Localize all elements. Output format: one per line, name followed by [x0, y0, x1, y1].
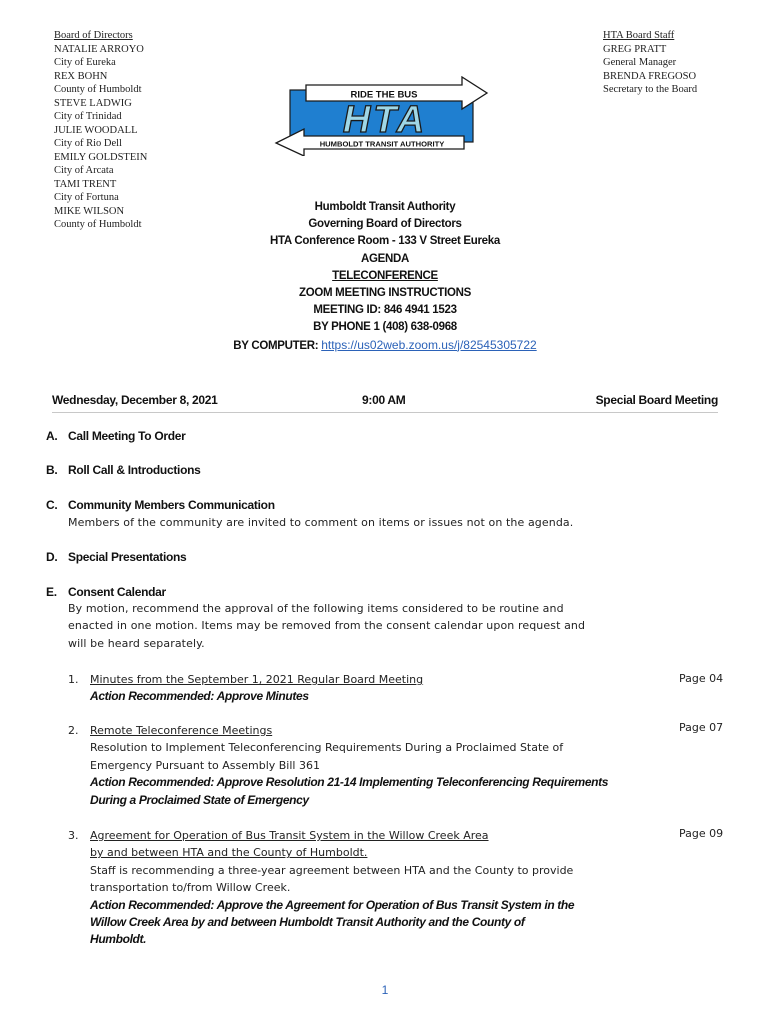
agenda-header	[150, 199, 620, 355]
section-c-body: Members of the community are invited to comment on items or issues not on the agenda.	[68, 516, 574, 529]
item-number: 2.	[68, 724, 79, 737]
section-letter: C.	[46, 498, 58, 512]
board-member-name: REX BOHN	[54, 70, 108, 82]
zoom-instructions-label: ZOOM MEETING INSTRUCTIONS	[298, 287, 472, 300]
item-action: Action Recommended: Approve the Agreement for Operation of Bus Transit System in the	[90, 897, 575, 912]
hta-logo	[272, 76, 490, 156]
item-action: Action Recommended: Approve Resolution 21-14 Implementing Teleconferencing Requirements	[90, 775, 609, 790]
meeting-type: Special Board Meeting	[595, 393, 718, 407]
item-1-page-ref: Page 04	[679, 672, 724, 685]
item-action: Action Recommended: Approve Minutes	[90, 689, 309, 704]
section-c	[46, 498, 275, 512]
section-title: Call Meeting To Order	[68, 429, 186, 443]
board-name: Governing Board of Directors	[308, 218, 462, 231]
item-2-page-ref: Page 07	[679, 721, 724, 734]
item-title: Remote Teleconference Meetings	[90, 724, 273, 737]
item-title: Minutes from the September 1, 2021 Regular Board Meeting	[90, 673, 424, 686]
meeting-location: HTA Conference Room - 133 V Street Eureka	[270, 235, 500, 248]
staff-line: General Manager	[603, 57, 677, 68]
item-description: Resolution to Implement Teleconferencing Requirements During a Proclaimed State of	[90, 741, 564, 755]
org-name: Humboldt Transit Authority	[314, 201, 456, 213]
section-letter: D.	[46, 550, 58, 564]
item-description: transportation to/from Willow Creek.	[90, 881, 291, 895]
board-member-city: County of Humboldt	[54, 219, 142, 230]
section-letter: E.	[46, 585, 57, 599]
meeting-time: 9:00 AM	[362, 393, 406, 407]
teleconference-label: TELECONFERENCE	[332, 269, 438, 282]
board-member-city: County of Humboldt	[54, 84, 142, 95]
consent-item-1	[68, 671, 628, 706]
section-letter: B.	[46, 463, 58, 477]
consent-item-2	[68, 722, 628, 809]
logo-bottom-text: HUMBOLDT TRANSIT AUTHORITY	[319, 139, 445, 149]
board-member-name: JULIE WOODALL	[54, 124, 138, 136]
computer-line	[150, 337, 620, 355]
item-title: by and between HTA and the County of Humboldt.	[90, 846, 368, 860]
section-a	[46, 429, 186, 443]
section-e	[46, 585, 166, 599]
item-description: Emergency Pursuant to Assembly Bill 361	[90, 758, 320, 772]
meeting-date: Wednesday, December 8, 2021	[52, 393, 218, 407]
board-of-directors-list	[54, 29, 147, 232]
board-member-city: City of Eureka	[54, 57, 116, 68]
section-b	[46, 463, 201, 477]
section-title: Roll Call & Introductions	[68, 463, 201, 477]
item-number: 1.	[68, 673, 79, 686]
board-member-city: City of Trinidad	[54, 111, 122, 122]
agenda-title: AGENDA	[360, 252, 410, 265]
body-line: enacted in one motion. Items may be removed from the consent calendar upon request and	[68, 619, 586, 633]
phone-number: BY PHONE 1 (408) 638-0968	[313, 321, 457, 334]
board-member-city: City of Arcata	[54, 165, 114, 176]
item-description: Staff is recommending a three-year agreement between HTA and the County to provide	[90, 863, 574, 877]
item-action: Humboldt.	[90, 932, 147, 947]
board-member-name: NATALIE ARROYO	[54, 43, 144, 55]
item-number: 3.	[68, 829, 79, 842]
consent-item-3	[68, 827, 628, 949]
board-member-name: EMILY GOLDSTEIN	[54, 151, 148, 163]
item-action: During a Proclaimed State of Emergency	[90, 792, 309, 807]
board-staff-list	[603, 29, 697, 97]
board-header: Board of Directors	[54, 30, 133, 41]
staff-line: GREG PRATT	[603, 43, 667, 55]
board-member-city: City of Fortuna	[54, 192, 119, 203]
page-number: 1	[381, 983, 389, 997]
body-line: By motion, recommend the approval of the following items considered to be routine and	[68, 602, 564, 615]
staff-line: BRENDA FREGOSO	[603, 70, 697, 82]
section-e-body	[68, 600, 585, 652]
section-title: Community Members Communication	[68, 498, 275, 512]
logo-main-text: HTA	[342, 99, 428, 141]
logo-top-text: RIDE THE BUS	[350, 89, 418, 101]
computer-label: BY COMPUTER:	[233, 339, 319, 352]
meeting-info-row	[52, 392, 718, 413]
staff-line: Secretary to the Board	[603, 84, 698, 95]
staff-header: HTA Board Staff	[603, 30, 675, 41]
item-title: Agreement for Operation of Bus Transit System in the Willow Creek Area	[90, 829, 489, 842]
section-title: Consent Calendar	[68, 585, 166, 599]
section-title: Special Presentations	[68, 550, 187, 564]
item-3-page-ref: Page 09	[679, 827, 724, 840]
section-letter: A.	[46, 429, 58, 443]
section-d	[46, 550, 186, 564]
meeting-id: MEETING ID: 846 4941 1523	[313, 304, 457, 317]
item-action: Willow Creek Area by and between Humboldt Transit Authority and the County of	[90, 915, 525, 930]
body-line: will be heard separately.	[68, 636, 205, 650]
board-member-name: TAMI TRENT	[54, 178, 117, 190]
zoom-link[interactable]: https://us02web.zoom.us/j/82545305722	[321, 337, 537, 352]
board-member-name: MIKE WILSON	[54, 205, 125, 217]
board-member-city: City of Rio Dell	[54, 138, 122, 149]
board-member-name: STEVE LADWIG	[54, 97, 132, 109]
